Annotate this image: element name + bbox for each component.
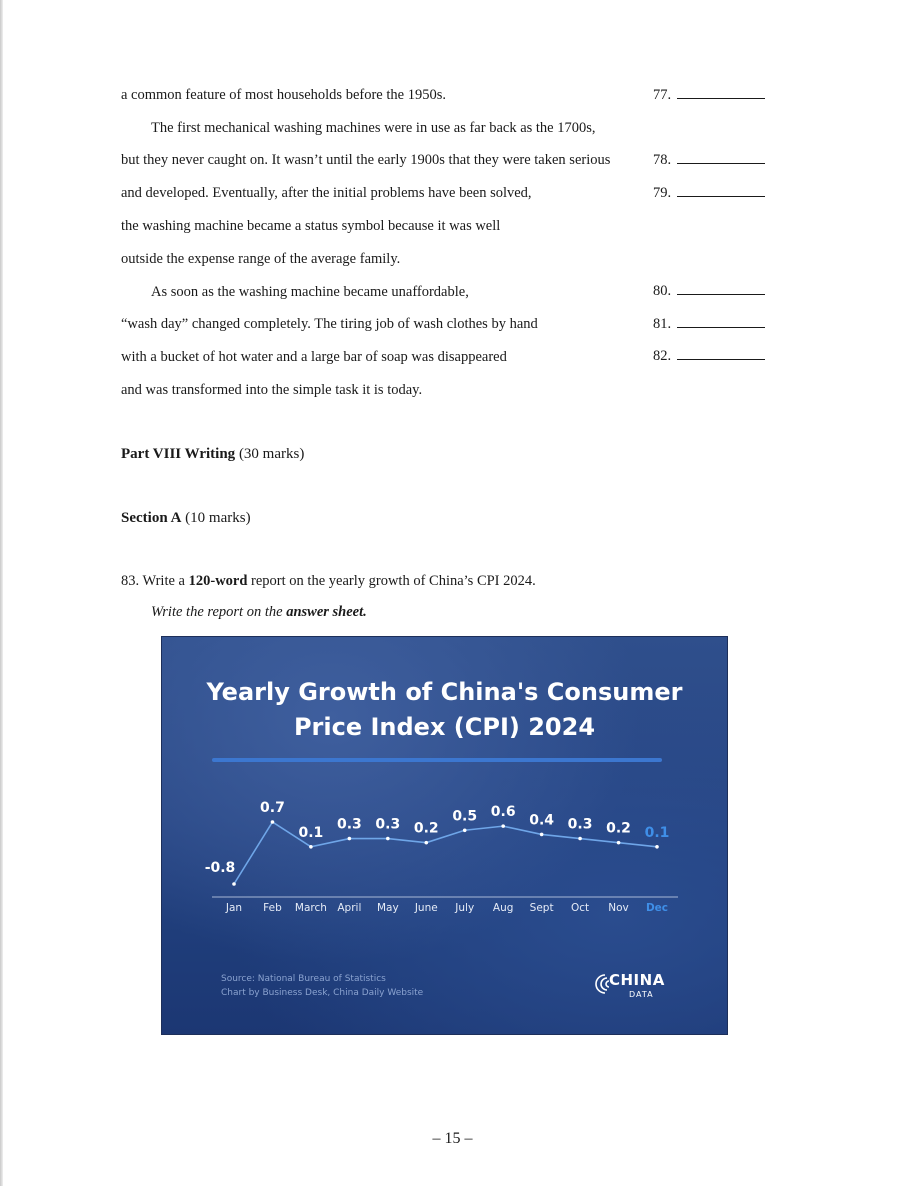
chart-title-line-1: Yearly Growth of China's Consumer: [206, 678, 683, 706]
data-label-jan: -0.8: [204, 860, 236, 876]
x-tick-nov: Nov: [608, 902, 629, 914]
data-point-jan: [232, 882, 236, 886]
answer-blank-80[interactable]: [653, 283, 765, 300]
chart-title-line-2: Price Index (CPI) 2024: [293, 713, 596, 741]
title-underline: [212, 758, 662, 762]
blank-line: [677, 195, 765, 197]
x-tick-june: June: [414, 902, 438, 914]
data-point-march: [309, 845, 313, 849]
passage-line-9: with a bucket of hot water and a large bar of soap was disappeared: [121, 349, 507, 365]
part-label: Part VIII Writing: [121, 446, 236, 462]
x-tick-feb: Feb: [263, 902, 282, 914]
part-heading: [121, 446, 304, 463]
instruction-answer-sheet: answer sheet.: [286, 604, 367, 620]
passage-line-6: outside the expense range of the average family.: [121, 251, 401, 267]
passage-line-5: the washing machine became a status symbol because it was well: [121, 218, 501, 234]
x-tick-jan: Jan: [225, 902, 243, 914]
answer-blank-82[interactable]: [653, 348, 765, 365]
chart-credit: Chart by Business Desk, China Daily Website: [221, 988, 424, 998]
data-label-march: 0.1: [298, 824, 324, 841]
logo-main-text: CHINA: [609, 971, 665, 989]
data-label-oct: 0.3: [567, 816, 593, 833]
data-label-feb: 0.7: [260, 800, 285, 816]
x-tick-sept: Sept: [529, 902, 554, 914]
passage-line-7: As soon as the washing machine became unaffordable,: [151, 284, 469, 300]
x-tick-dec: Dec: [645, 902, 669, 914]
data-point-july: [463, 828, 467, 832]
data-point-june: [424, 841, 428, 845]
section-marks: (10 marks): [185, 510, 251, 526]
data-point-april: [348, 837, 352, 841]
part-marks: (30 marks): [238, 446, 305, 462]
data-point-aug: [501, 824, 505, 828]
logo-sub-text: DATA: [629, 990, 654, 999]
data-label-sept: 0.4: [529, 812, 555, 829]
data-point-may: [386, 837, 390, 841]
question-83-instruction: [151, 604, 367, 621]
cpi-series-line: [234, 822, 657, 884]
section-heading: [121, 510, 251, 527]
data-label-april: 0.3: [336, 816, 362, 833]
answer-blank-79[interactable]: [653, 185, 765, 202]
data-point-feb: [271, 820, 275, 824]
question-number: 79.: [653, 185, 672, 201]
x-tick-oct: Oct: [571, 902, 590, 914]
x-tick-may: May: [376, 902, 399, 914]
x-tick-aug: Aug: [492, 902, 514, 914]
data-label-july: 0.5: [452, 808, 478, 825]
blank-line: [677, 326, 765, 328]
data-label-aug: 0.6: [490, 804, 516, 821]
passage-line-8: “wash day” changed completely. The tiring job of wash clothes by hand: [121, 316, 538, 332]
blank-line: [677, 162, 765, 164]
blank-line: [677, 97, 765, 99]
question-number: 81.: [653, 316, 672, 332]
question-number: 78.: [653, 152, 672, 168]
data-point-sept: [540, 833, 544, 837]
data-point-nov: [617, 841, 621, 845]
data-point-oct: [578, 837, 582, 841]
answer-blank-81[interactable]: [653, 316, 765, 333]
x-tick-march: March: [294, 902, 327, 914]
question-number: 80.: [653, 283, 672, 299]
answer-blank-78[interactable]: [653, 152, 765, 169]
question-83-start: 83. Write a: [121, 573, 189, 589]
data-label-nov: 0.2: [606, 820, 631, 837]
passage-line-4: and developed. Eventually, after the initial problems have been solved,: [121, 185, 532, 201]
blank-line: [677, 358, 765, 360]
passage-line-1: a common feature of most households before the 1950s.: [121, 87, 446, 103]
section-label: Section A: [121, 510, 182, 526]
chart-source: Source: National Bureau of Statistics: [221, 974, 386, 984]
passage-line-3: but they never caught on. It wasn’t until the early 1900s that they were taken serious: [121, 152, 611, 168]
data-label-dec: 0.1: [644, 824, 670, 841]
data-label-june: 0.2: [413, 820, 439, 837]
x-tick-april: April: [337, 902, 362, 914]
question-83-rest: report on the yearly growth of China’s CPI 2024.: [247, 573, 536, 589]
passage-line-2: The first mechanical washing machines were in use as far back as the 1700s,: [151, 120, 596, 136]
x-tick-july: July: [455, 902, 475, 914]
question-number: 77.: [653, 87, 672, 103]
question-83-wordcount: 120-word: [188, 573, 248, 589]
data-point-dec: [655, 845, 659, 849]
question-83: [121, 573, 536, 590]
passage-line-10: and was transformed into the simple task it is today.: [121, 382, 423, 398]
page-edge-shadow: [0, 0, 3, 1186]
page-number: – 15 –: [432, 1130, 473, 1147]
cpi-chart: [162, 637, 727, 1034]
answer-blank-77[interactable]: [653, 87, 765, 104]
data-label-may: 0.3: [375, 816, 401, 833]
question-number: 82.: [653, 348, 672, 364]
blank-line: [677, 293, 765, 295]
instruction-text: Write the report on the: [151, 604, 287, 620]
